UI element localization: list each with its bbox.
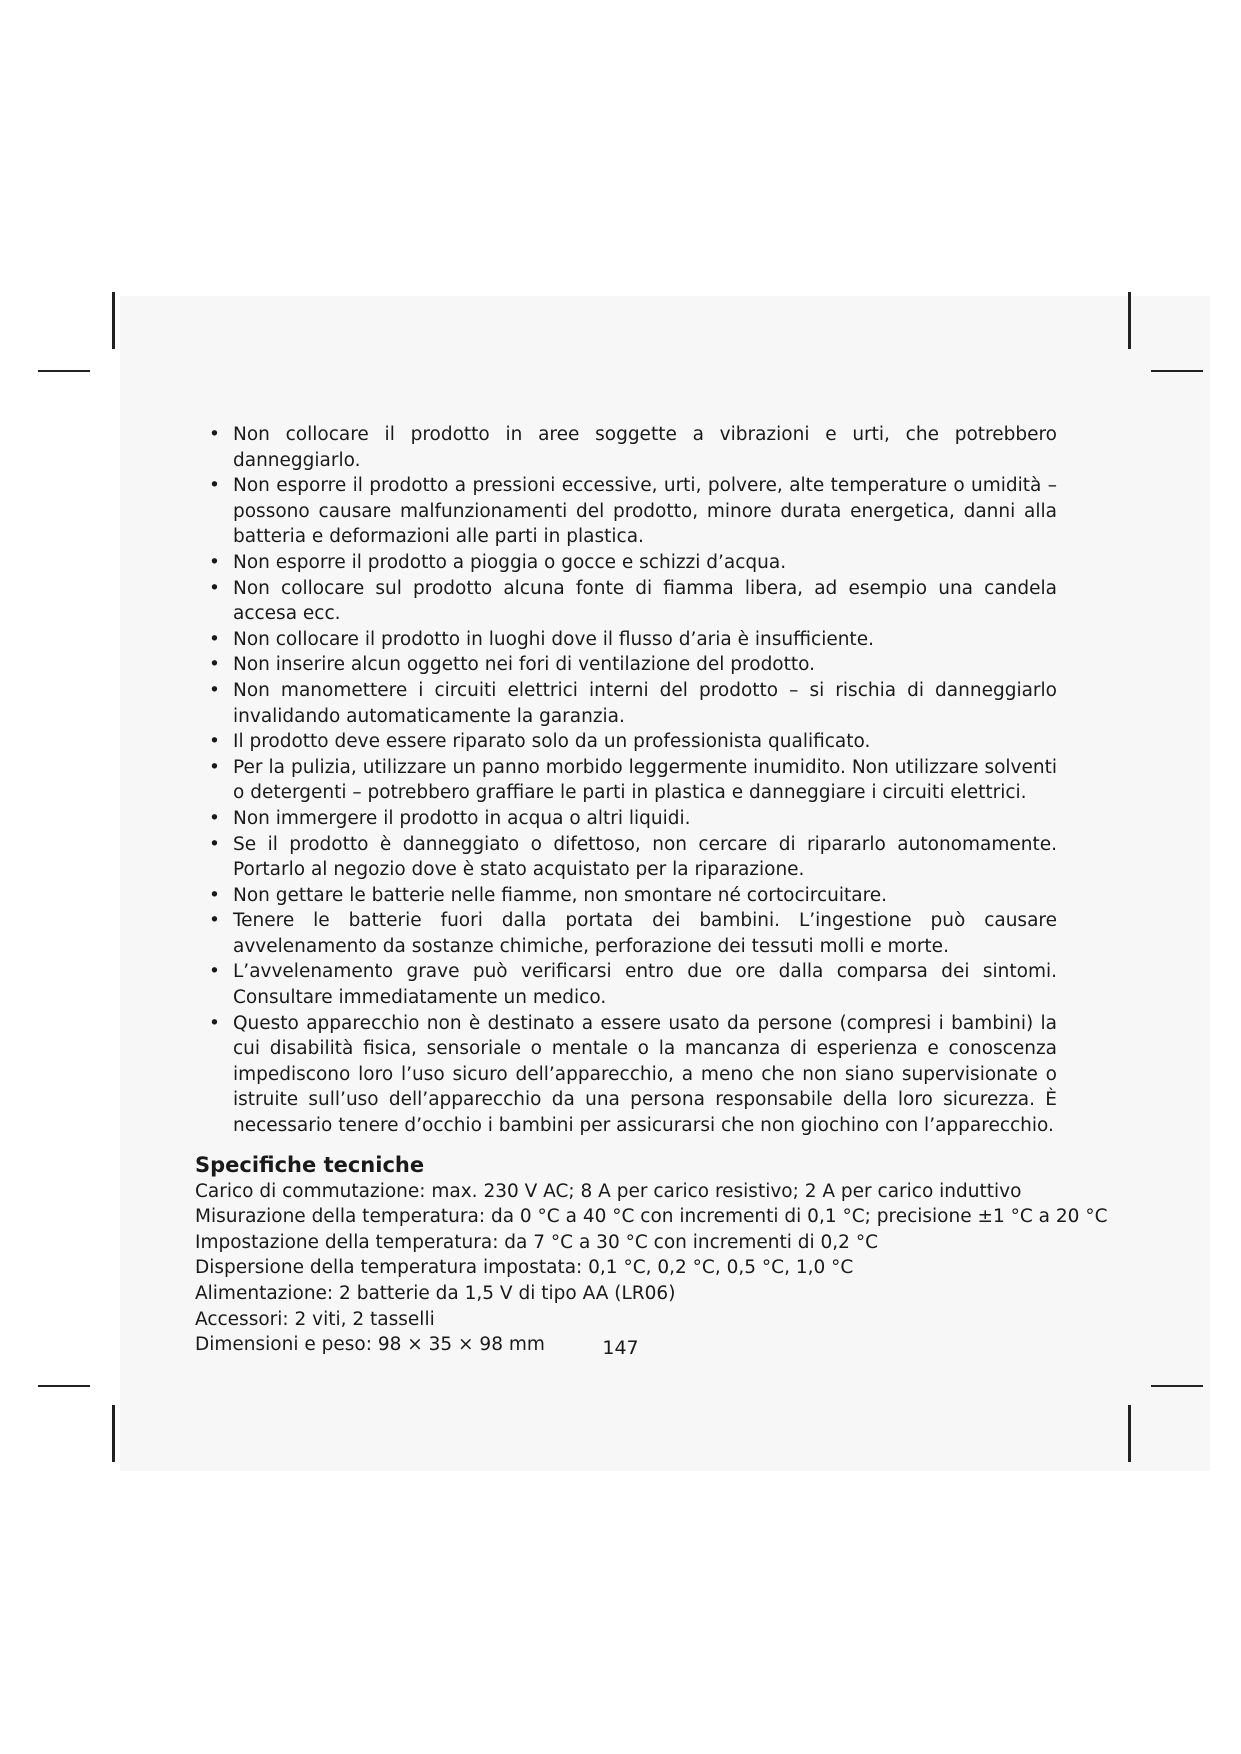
- specs-heading: Specifiche tecniche: [195, 1152, 425, 1177]
- bullet-icon: •: [209, 424, 220, 445]
- specs-list: [195, 1179, 1108, 1358]
- list-item: • Il prodotto deve essere riparato solo da un professionista qualificato.: [195, 729, 1057, 755]
- list-item: • Non esporre il prodotto a pioggia o gocce e schizzi d’acqua.: [195, 550, 1057, 576]
- bullet-icon: •: [209, 961, 220, 983]
- list-item: • Se il prodotto è danneggiato o difettoso, non cercare di ripararlo autonomamente. Portarlo al negozio dove è stato acquistato per la riparazione.: [209, 833, 1057, 881]
- bullet-icon: •: [209, 551, 220, 573]
- bullet-icon: •: [209, 577, 220, 599]
- list-item: • Questo apparecchio non è destinato a essere usato da persone (compresi i bambini) la cui disabilità fisica, sensoriale o mentale o la mancanza di esperienza e conoscenza impediscono loro l’uso sicuro dell’apparecchio, a meno che non siano supervisionate o istruite sull’uso dell’apparecchio da una persona responsabile della loro sicurezza. È necessario tenere d’occhio i bambini per assicurarsi che non giochino con l’apparecchio.: [209, 1012, 1057, 1137]
- spec-line: Accessori: 2 viti, 2 tasselli: [195, 1308, 435, 1330]
- list-item: • Per la pulizia, utilizzare un panno morbido leggermente inumidito. Non utilizzare solventi o detergenti – potrebbero graffiare le parti in plastica e danneggiare i circuiti elettrici.: [209, 756, 1057, 804]
- spec-line: Alimentazione: 2 batterie da 1,5 V di tipo AA (LR06): [195, 1283, 676, 1304]
- crop-mark-bottom-left-horizontal: [38, 1385, 90, 1387]
- list-item: • L’avvelenamento grave può verificarsi entro due ore dalla comparsa dei sintomi. Consultare immediatamente un medico.: [209, 961, 1057, 1009]
- bullet-icon: •: [209, 654, 220, 676]
- list-item: • Non inserire alcun oggetto nei fori di ventilazione del prodotto.: [195, 652, 1057, 678]
- spec-line: Dimensioni e peso: 98 × 35 × 98 mm: [195, 1334, 545, 1356]
- bullet-icon: •: [209, 884, 220, 906]
- list-item: • Non collocare il prodotto in luoghi dove il flusso d’aria è insufficiente.: [195, 627, 1057, 653]
- spec-line: Misurazione della temperatura: da 0 °C a 40 °C con incrementi di 0,1 °C; precisione ±1 °C a 20 °C: [195, 1206, 1108, 1228]
- spec-line: Dispersione della temperatura impostata: 0,1 °C, 0,2 °C, 0,5 °C, 1,0 °C: [195, 1257, 854, 1279]
- page-number: 147: [602, 1337, 639, 1359]
- document-body: [195, 422, 1108, 1358]
- list-item: • Tenere le batterie fuori dalla portata dei bambini. L’ingestione può causare avvelenamento da sostanze chimiche, perforazione dei tessuti molli e morte.: [209, 910, 1057, 957]
- crop-mark-top-right-horizontal: [1151, 370, 1203, 372]
- crop-mark-top-left-horizontal: [38, 370, 90, 372]
- bullet-icon: •: [209, 475, 220, 497]
- crop-mark-top-left-vertical: [112, 292, 115, 349]
- crop-mark-top-right-vertical: [1128, 292, 1131, 349]
- bullet-icon: •: [209, 833, 220, 855]
- bullet-icon: •: [209, 1012, 220, 1034]
- list-item: • Non immergere il prodotto in acqua o altri liquidi.: [195, 806, 1057, 832]
- list-item: • Non collocare sul prodotto alcuna fonte di fiamma libera, ad esempio una candela accesa ecc.: [209, 577, 1057, 625]
- bullet-icon: •: [209, 628, 220, 650]
- list-item: • Non gettare le batterie nelle fiamme, non smontare né cortocircuitare.: [195, 883, 1057, 909]
- bullet-icon: •: [209, 910, 220, 932]
- bullet-icon: •: [209, 756, 220, 778]
- bullet-icon: •: [209, 807, 220, 829]
- crop-mark-bottom-left-vertical: [112, 1405, 115, 1462]
- bullet-icon: •: [209, 731, 220, 753]
- safety-instructions-list: [195, 422, 1057, 1139]
- crop-mark-bottom-right-vertical: [1128, 1405, 1131, 1462]
- list-item: • Non manomettere i circuiti elettrici interni del prodotto – si rischia di danneggiarlo invalidando automaticamente la garanzia.: [209, 679, 1057, 727]
- spec-line: Carico di commutazione: max. 230 V AC; 8 A per carico resistivo; 2 A per carico induttivo: [195, 1180, 1022, 1202]
- list-item: • Non collocare il prodotto in aree soggette a vibrazioni e urti, che potrebbero danneggiarlo.: [209, 424, 1057, 471]
- list-item: • Non esporre il prodotto a pressioni eccessive, urti, polvere, alte temperature o umidità – possono causare malfunzionamenti del prodotto, minore durata energetica, danni alla batteria e deformazioni alle parti in plastica.: [209, 475, 1057, 548]
- spec-line: Impostazione della temperatura: da 7 °C a 30 °C con incrementi di 0,2 °C: [195, 1231, 879, 1253]
- bullet-icon: •: [209, 679, 220, 701]
- crop-mark-bottom-right-horizontal: [1151, 1385, 1203, 1387]
